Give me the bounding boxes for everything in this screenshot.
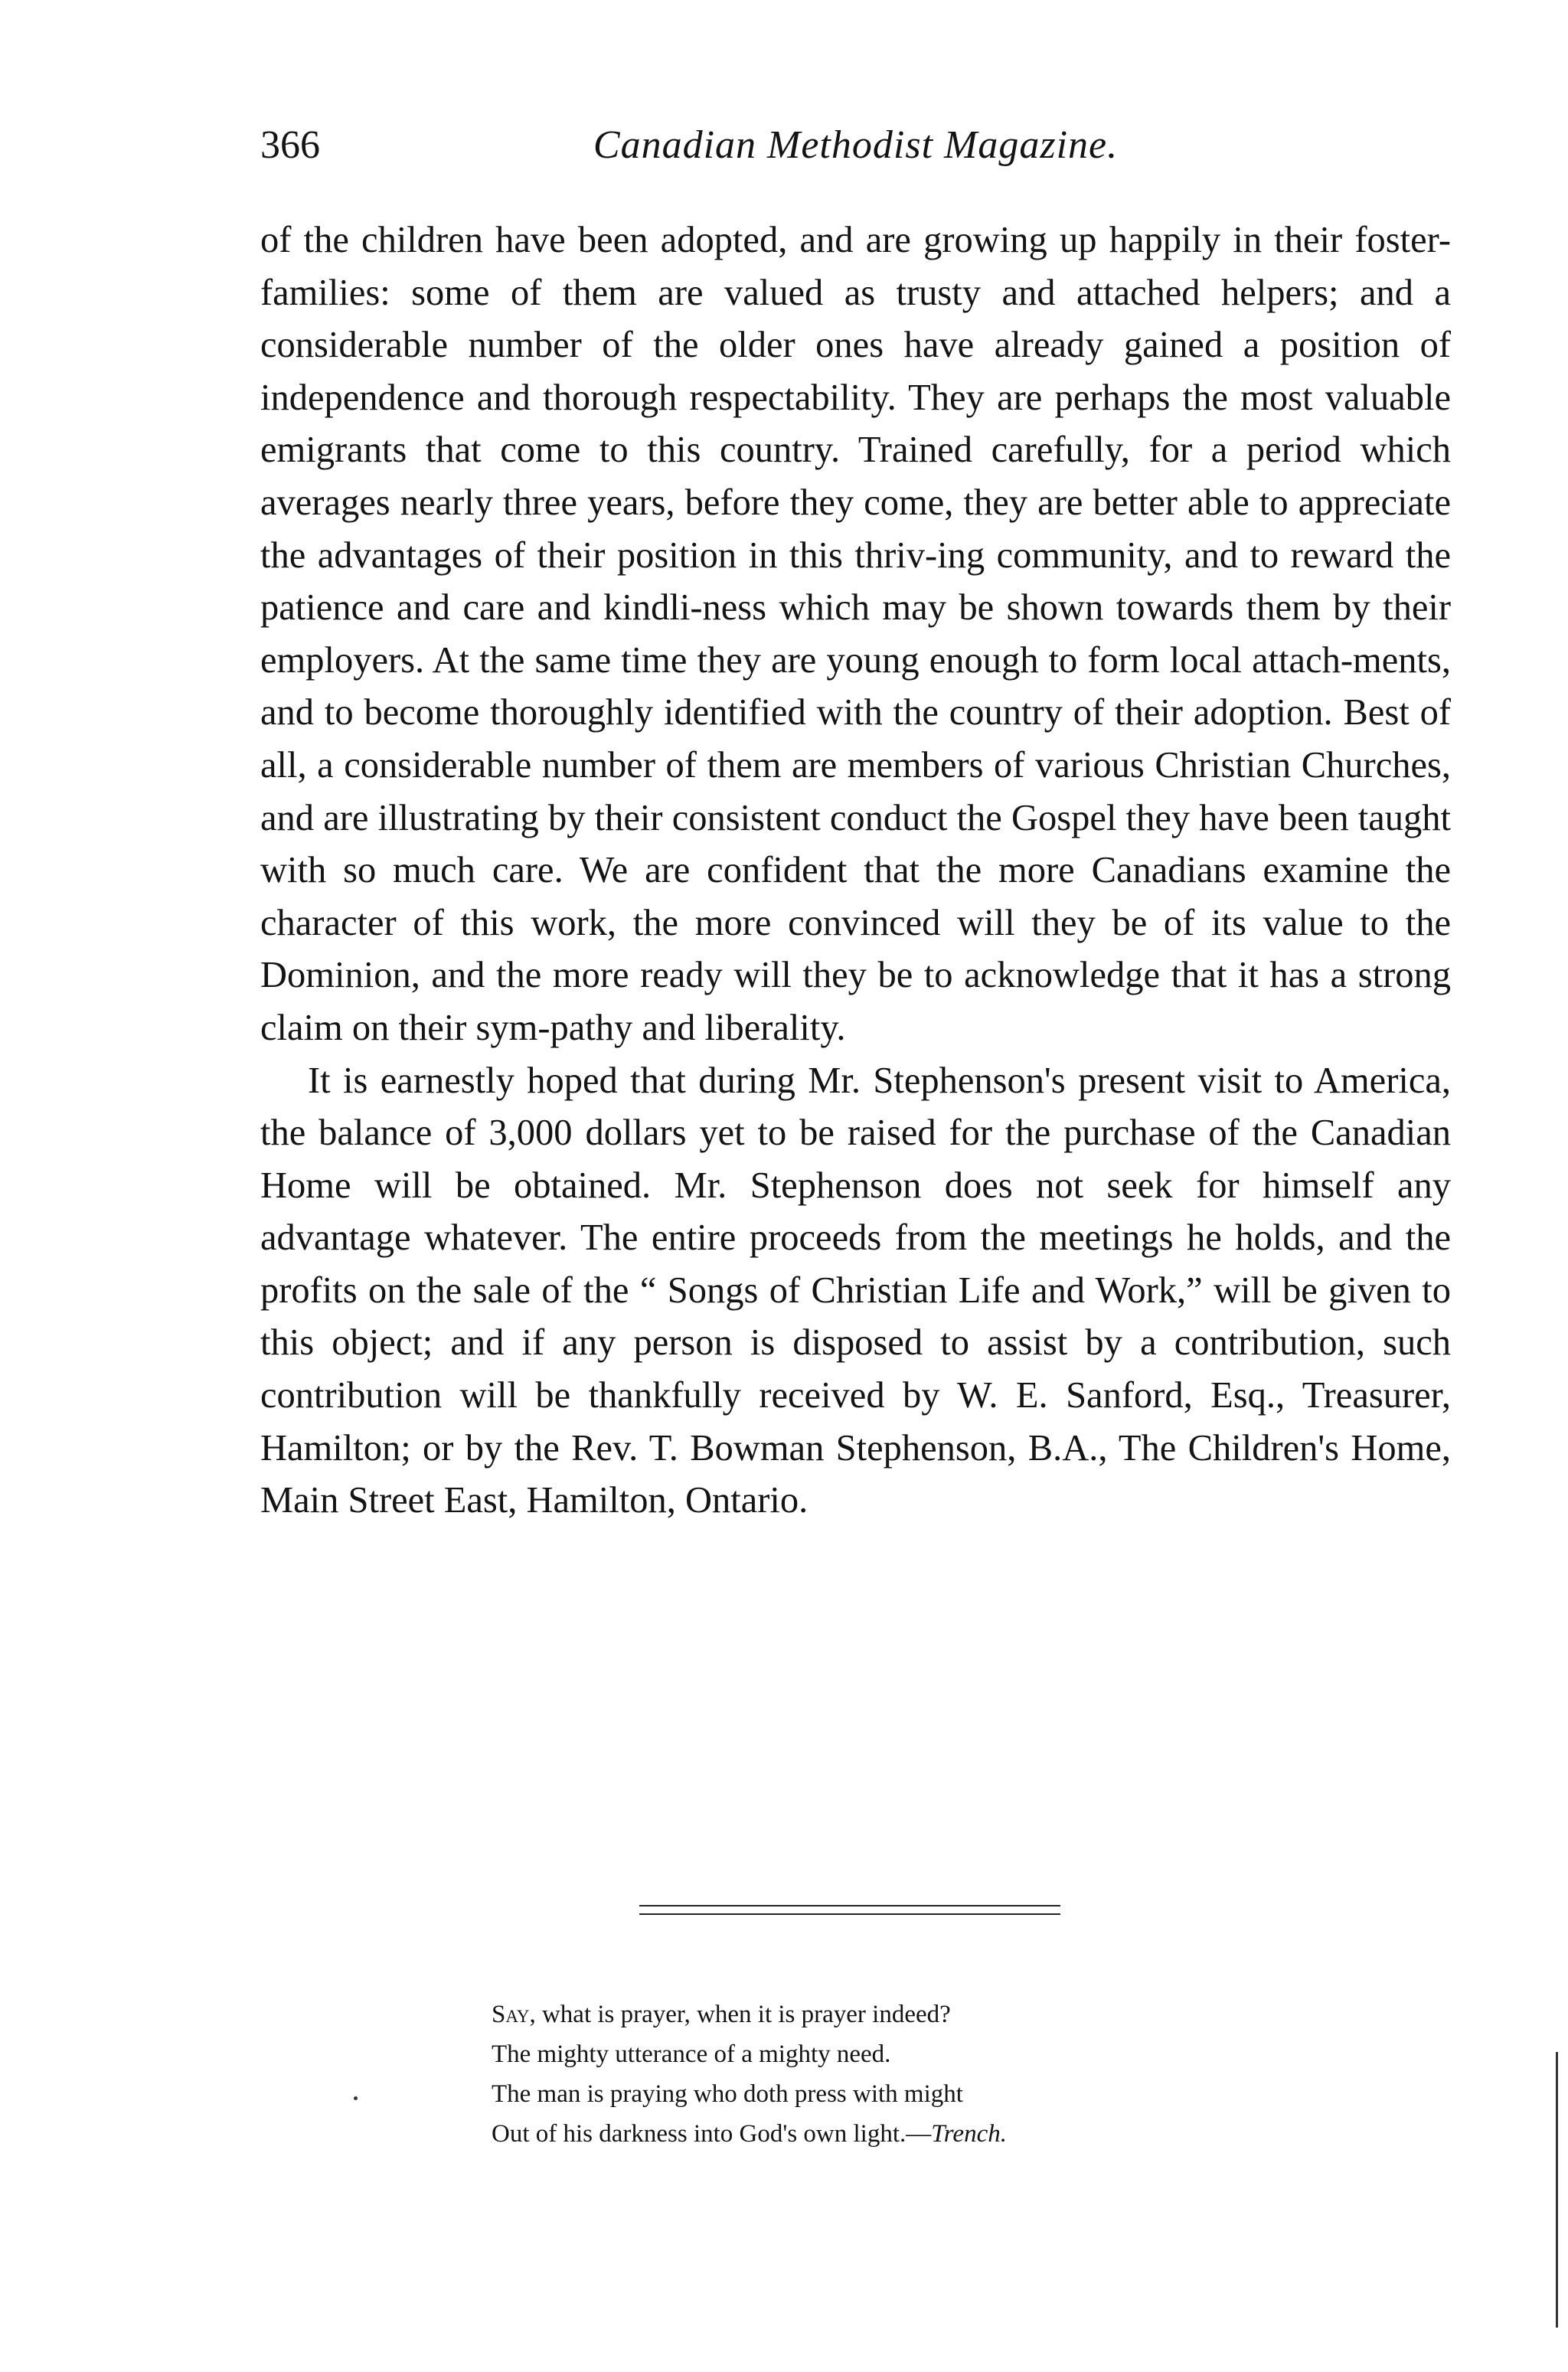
verse-line-1 xyxy=(492,1995,1334,2034)
scan-margin-mark xyxy=(1556,2052,1558,2328)
section-divider-rule xyxy=(639,1905,1060,1915)
verse-line-3: The man is praying who doth press with might xyxy=(492,2080,963,2108)
running-head xyxy=(260,115,1451,176)
verse-attribution: Trench. xyxy=(931,2120,1007,2148)
verse-line-4 xyxy=(492,2114,1334,2154)
verse-quotation xyxy=(492,1995,1334,2154)
print-speck xyxy=(354,2096,358,2100)
verse-line-1-text: what is prayer, when it is prayer indeed? xyxy=(535,2001,951,2028)
verse-opening-word: Say, xyxy=(492,2001,536,2028)
verse-line-2: The mighty utterance of a mighty need. xyxy=(492,2040,891,2068)
paragraph-children-emigrants: of the children have been adopted, and are growing up happily in their foster-families: some of them are valued as trusty and attached helpers; and a considerable number of the older ones have already gained a position of independence and thorough respectability. They are perhaps the most valuable emigrants that come to this country. Trained carefully, for a period which averages nearly three years, before they come, they are better able to appreciate the advantages of their position in this thriv-ing community, and to reward the patience and care and kindli-ness which may be shown towards them by their employers. At the same time they are young enough to form local attach-ments, and to become thoroughly identified with the country of their adoption. Best of all, a considerable number of them are members of various Christian Churches, and are illustrating by their consistent conduct the Gospel they have been taught with so much care. We are confident that the more Canadians examine the character of this work, the more convinced will they be of its value to the Dominion, and the more ready will they be to acknowledge that it has a strong claim on their sym-pathy and liberality. xyxy=(260,220,1451,1048)
verse-line-4-text: Out of his darkness into God's own light.— xyxy=(492,2120,932,2148)
paragraph-appeal-for-funds: It is earnestly hoped that during Mr. Stephenson's present visit to America, the balance of 3,000 dollars yet to be raised for the purchase of the Canadian Home will be obtained. Mr. Stephenson does not seek for himself any advantage whatever. The entire proceeds from the meetings he holds, and the profits on the sale of the “ Songs of Christian Life and Work,” will be given to this object; and if any person is disposed to assist by a contribution, such contribution will be thankfully received by W. E. Sanford, Esq., Treasurer, Hamilton; or by the Rev. T. Bowman Stephenson, B.A., The Children's Home, Main Street East, Hamilton, Ontario. xyxy=(260,1060,1451,1521)
page-number: 366 xyxy=(260,123,320,167)
running-title: Canadian Methodist Magazine. xyxy=(593,123,1119,167)
article-body xyxy=(260,214,1451,1527)
